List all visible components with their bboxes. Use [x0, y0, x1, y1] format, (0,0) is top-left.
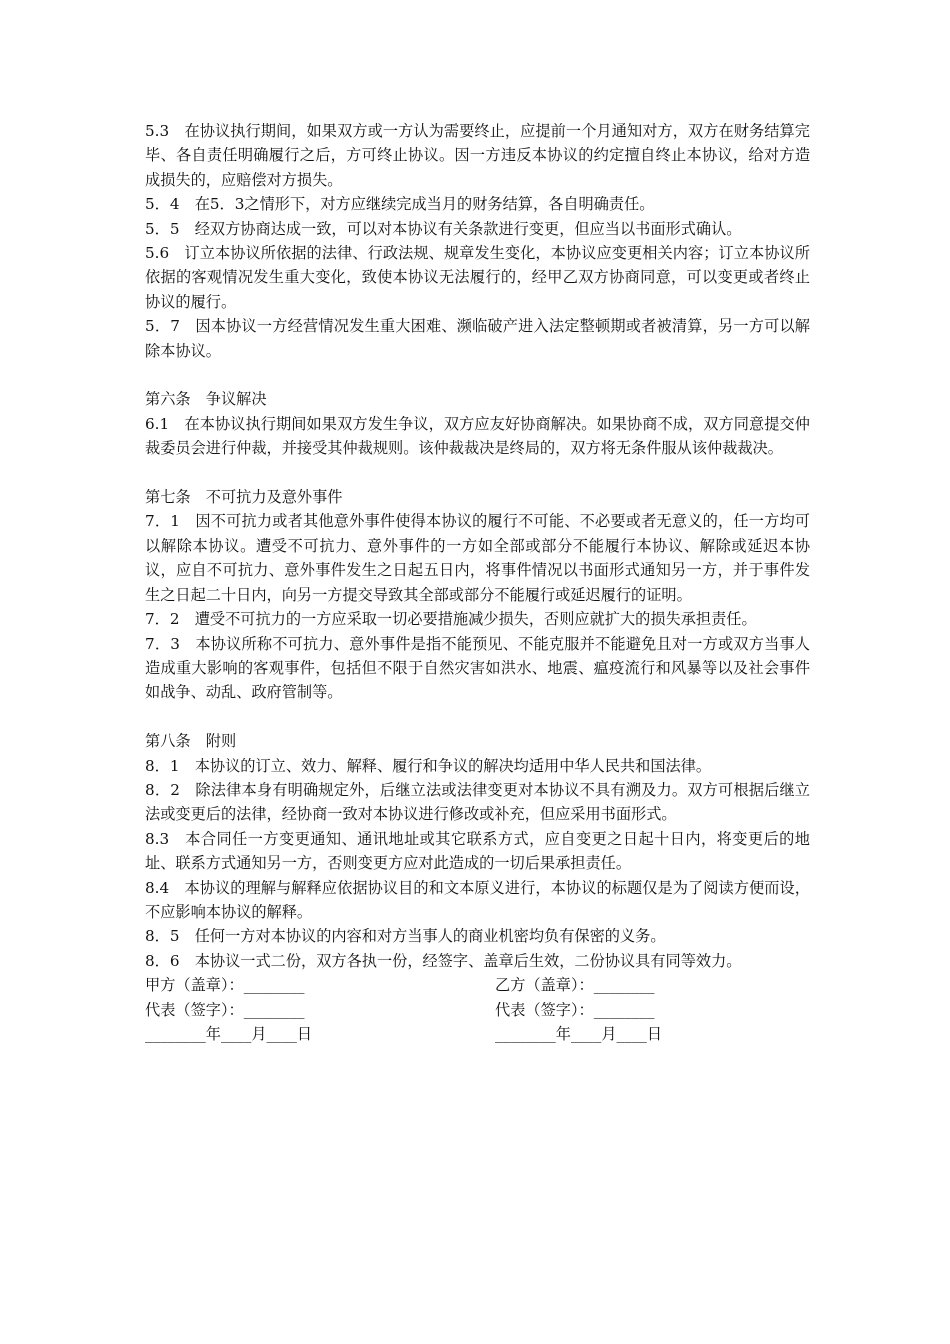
- clause-5-7: 5．7 因本协议一方经营情况发生重大困难、濒临破产进入法定整顿期或者被清算，另一方可以解除本协议。: [145, 317, 810, 360]
- party-b-date: ________年____月____日: [495, 1024, 663, 1043]
- representative-row: [145, 998, 810, 1022]
- clause-7-3: 7．3 本协议所称不可抗力、意外事件是指不能预见、不能克服并不能避免且对一方或双方当事人造成重大影响的客观事件，包括但不限于自然灾害如洪水、地震、瘟疫流行和风暴等以及社会事件如战争、动乱、政府管制等。: [145, 634, 810, 702]
- party-b-representative: 代表（签字）：________: [495, 1000, 655, 1019]
- section-heading: 第六条 争议解决: [145, 390, 267, 409]
- section-5: [145, 119, 810, 363]
- clause-5-3: 5.3 在协议执行期间，如果双方或一方认为需要终止，应提前一个月通知对方，双方在财务结算完毕、各自责任明确履行之后，方可终止协议。因一方违反本协议的约定擅自终止本协议，给对方造成损失的，应赔偿对方损失。: [145, 122, 810, 189]
- clause-6-1: 6.1 在本协议执行期间如果双方发生争议，双方应友好协商解决。如果协商不成，双方同意提交仲裁委员会进行仲裁，并接受其仲裁规则。该仲裁裁决是终局的，双方将无条件服从该仲裁裁决。: [145, 414, 810, 458]
- contract-page: [145, 119, 810, 1046]
- party-a-seal: 甲方（盖章）：________: [145, 976, 305, 995]
- clause-8-5: 8．5 任何一方对本协议的内容和对方当事人的商业机密均负有保密的义务。: [145, 927, 666, 946]
- signature-block: [145, 973, 810, 1046]
- section-spacer: [145, 363, 810, 387]
- clause-7-1: 7．1 因不可抗力或者其他意外事件使得本协议的履行不可能、不必要或者无意义的，任一方均可以解除本协议。遭受不可抗力、意外事件的一方如全部或部分不能履行本协议、解除或延迟本协议，应自不可抗力、意外事件发生之日起五日内，将事件情况以书面形式通知另一方，并于事件发生之日起二十日内，向另一方提交导致其全部或部分不能履行或延迟履行的证明。: [145, 512, 810, 604]
- section-spacer: [145, 461, 810, 485]
- clause-8-6: 8．6 本协议一式二份，双方各执一份，经签字、盖章后生效，二份协议具有同等效力。: [145, 951, 742, 970]
- clause-8-3: 8.3 本合同任一方变更通知、通讯地址或其它联系方式，应自变更之日起十日内，将变更后的地址、联系方式通知另一方，否则变更方应对此造成的一切后果承担责任。: [145, 829, 810, 873]
- seal-row: [145, 973, 810, 997]
- clause-5-6: 5.6 订立本协议所依据的法律、行政法规、规章发生变化，本协议应变更相关内容；订立本协议所依据的客观情况发生重大变化，致使本协议无法履行的，经甲乙双方协商同意，可以变更或者终止协议的履行。: [145, 244, 810, 311]
- party-b-seal: 乙方（盖章）：________: [495, 976, 655, 995]
- clause-8-1: 8．1 本协议的订立、效力、解释、履行和争议的解决均适用中华人民共和国法律。: [145, 756, 712, 775]
- clause-8-4: 8.4 本协议的理解与解释应依据协议目的和文本原义进行，本协议的标题仅是为了阅读方便而设，不应影响本协议的解释。: [145, 878, 810, 921]
- clause-8-2: 8．2 除法律本身有明确规定外，后继立法或法律变更对本协议不具有溯及力。双方可根据后继立法或变更后的法律，经协商一致对本协议进行修改或补充，但应采用书面形式。: [145, 780, 810, 824]
- section-spacer: [145, 705, 810, 729]
- section-7: [145, 485, 810, 705]
- section-heading: 第八条 附则: [145, 732, 237, 751]
- clause-7-2: 7．2 遭受不可抗力的一方应采取一切必要措施减少损失，否则应就扩大的损失承担责任。: [145, 610, 757, 629]
- clause-5-5: 5．5 经双方协商达成一致，可以对本协议有关条款进行变更，但应当以书面形式确认。: [145, 219, 742, 238]
- clause-5-4: 5．4 在5．3之情形下，对方应继续完成当月的财务结算，各自明确责任。: [145, 195, 655, 214]
- date-row: [145, 1022, 810, 1046]
- party-a-representative: 代表（签字）：________: [145, 1000, 305, 1019]
- section-6: [145, 387, 810, 460]
- section-8: [145, 729, 810, 973]
- party-a-date: ________年____月____日: [145, 1024, 313, 1043]
- section-heading: 第七条 不可抗力及意外事件: [145, 488, 343, 507]
